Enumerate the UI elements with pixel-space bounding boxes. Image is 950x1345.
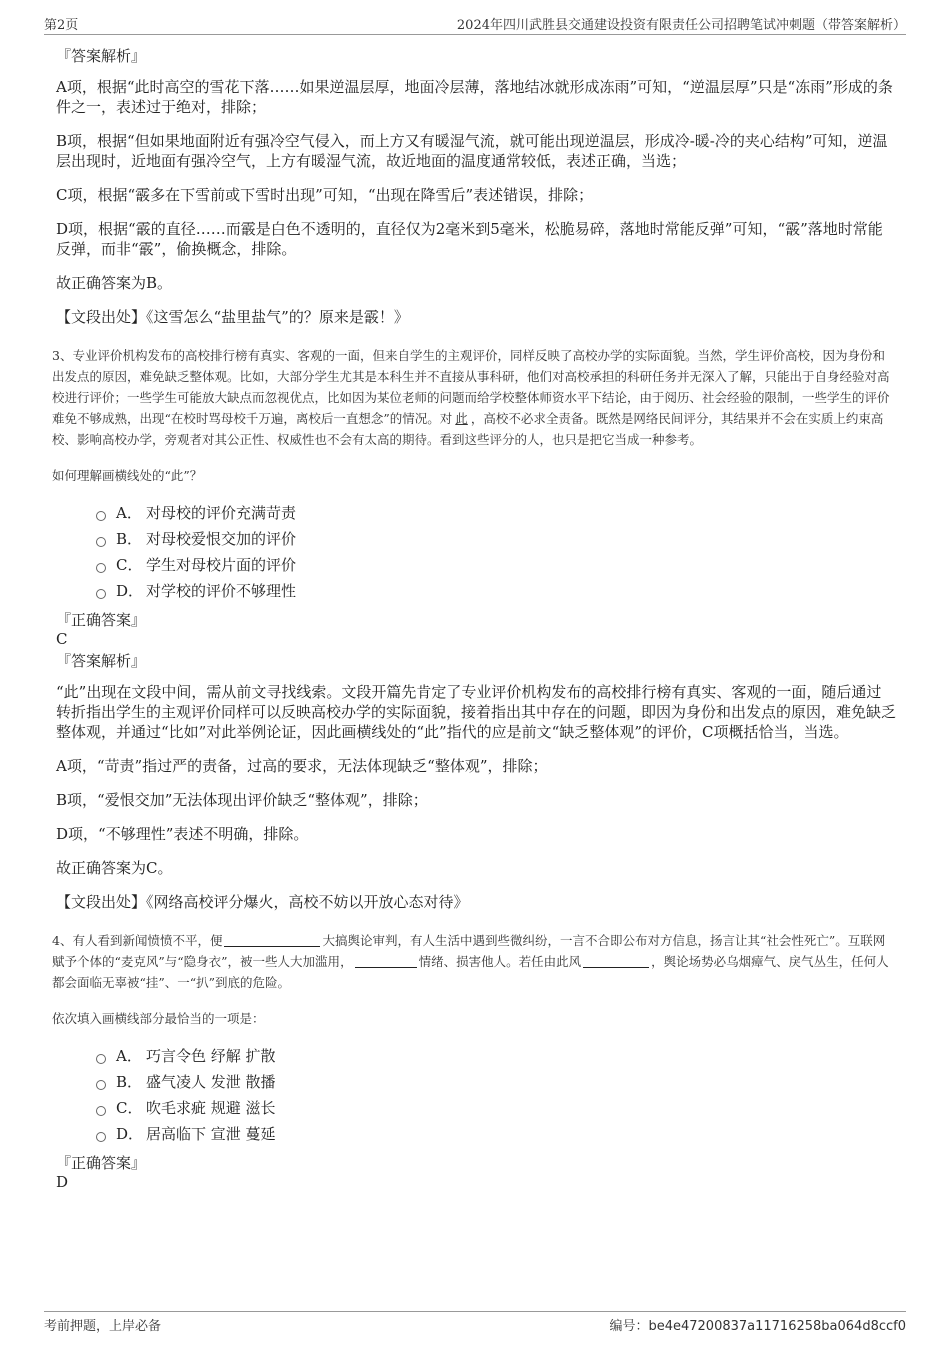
option-text: 居高临下 宣泄 蔓延 — [146, 1125, 276, 1143]
q3-passage-after: ，高校不必求全责备。既然是网络民间评分，其结果并不会在实质上约束高校、影响高校办学，旁观者对其公正性、权威性也不会有太高的期待。看到这些评分的人，也只是把它当成一种参考。 — [52, 411, 884, 447]
option-letter: D． — [116, 582, 144, 600]
q4-blank-2 — [355, 953, 417, 968]
option-letter: B． — [116, 530, 143, 548]
option-letter: C． — [116, 1099, 143, 1117]
page-number: 第2页 — [44, 18, 79, 33]
q4-correct-answer: D — [56, 1173, 69, 1191]
radio-icon[interactable] — [96, 563, 106, 573]
q2-conclusion: 故正确答案为B。 — [56, 274, 173, 292]
q4-passage-2: 大搞舆论审判，有人生活中遇到些微纠纷，一言不合即公布对方信息，扬言让其“社会性死亡”。互联网赋予个体的“麦克风”与“隐身衣”，被一些人大加滥用， — [52, 933, 886, 969]
footer-code-value: be4e47200837a11716258ba064d8ccf0 — [648, 1319, 906, 1334]
q3-passage-before: 3、专业评价机构发布的高校排行榜有真实、客观的一面，但来自学生的主观评价，同样反映了高校办学的实际面貌。当然，学生评价高校，因为身份和出发点的原因，难免缺乏整体观。比如，大部分学生尤其是本科生并不直接从事科研，他们对高校承担的科研任务并无深入了解，只能出于自身经验对高校进行评价；一些学生可能放大缺点而忽视优点，比如因为某位老师的问题而给学校整体师资水平下结论，由于阅历、社会经验的限制，一些学生的评价难免不够成熟，出现“在校时骂母校千万遍，离校后一直想念”的情况。对 — [52, 348, 890, 426]
q4-blank-3 — [583, 953, 649, 968]
q4-option-d[interactable] — [96, 1121, 896, 1147]
q4-passage — [52, 930, 896, 993]
q3-source-title: 《网络高校评分爆火，高校不妨以开放心态对待》 — [146, 893, 469, 911]
radio-icon[interactable] — [96, 537, 106, 547]
q3-options — [96, 500, 896, 604]
option-text: 吹毛求疵 规避 滋长 — [146, 1099, 276, 1117]
option-text: 对母校的评价充满苛责 — [146, 504, 297, 522]
q4-passage-1: 4、有人看到新闻愤愤不平，便 — [52, 933, 223, 948]
option-letter: A． — [116, 504, 142, 522]
page-footer — [44, 1311, 906, 1334]
q3-underlined-word: 此 — [455, 411, 468, 426]
footer-code-label: 编号： — [609, 1319, 649, 1334]
q3-conclusion: 故正确答案为C。 — [56, 859, 173, 877]
q2-analysis-b: B项，根据“但如果地面附近有强冷空气侵入，而上方又有暖湿气流，就可能出现逆温层，形成冷-暖-冷的夹心结构”可知，逆温层出现时，近地面有强冷空气，上方有暖湿气流，故近地面的温度通常较低，表述正确，当选； — [56, 132, 888, 170]
option-letter: A． — [116, 1047, 142, 1065]
q3-option-c[interactable] — [96, 552, 896, 578]
q2-analysis-c: C项，根据“霰多在下雪前或下雪时出现”可知，“出现在降雪后”表述错误，排除； — [56, 186, 594, 204]
option-text: 对母校爱恨交加的评价 — [146, 530, 297, 548]
q3-source — [56, 892, 896, 912]
radio-icon[interactable] — [96, 1054, 106, 1064]
q4-options — [96, 1043, 896, 1147]
q3-analysis-a: A项，“苛责”指过严的责备，过高的要求，无法体现缺乏“整体观”，排除； — [56, 757, 548, 775]
q3-analysis-b: B项，“爱恨交加”无法体现出评价缺乏“整体观”，排除； — [56, 791, 428, 809]
radio-icon[interactable] — [96, 511, 106, 521]
q3-option-d[interactable] — [96, 578, 896, 604]
q2-source-label: 【文段出处】 — [56, 308, 147, 326]
q3-option-a[interactable] — [96, 500, 896, 526]
option-text: 对学校的评价不够理性 — [146, 582, 297, 600]
option-text: 学生对母校片面的评价 — [146, 556, 297, 574]
q3-analysis-label: 『答案解析』 — [56, 652, 147, 670]
option-letter: D． — [116, 1125, 144, 1143]
option-text: 巧言令色 纾解 扩散 — [146, 1047, 276, 1065]
radio-icon[interactable] — [96, 1080, 106, 1090]
main-content — [52, 46, 897, 1192]
q4-prompt: 依次填入画横线部分最恰当的一项是： — [52, 1011, 265, 1026]
q3-correct-label: 『正确答案』 — [56, 611, 147, 629]
q3-option-b[interactable] — [96, 526, 896, 552]
q4-blank-1 — [224, 932, 320, 947]
q3-source-label: 【文段出处】 — [56, 893, 147, 911]
q2-source-title: 《这雪怎么“盐里盐气”的？原来是霰！》 — [146, 308, 409, 326]
q3-analysis-main: “此”出现在文段中间，需从前文寻找线索。文段开篇先肯定了专业评价机构发布的高校排行榜有真实、客观的一面，随后通过转折指出学生的主观评价同样可以反映高校办学的实际面貌，接着指出其中存在的问题，即因为身份和出发点的原因，难免缺乏整体观，并通过“比如”对此举例论证，因此画横线处的“此”指代的应是前文“缺乏整体观”的评价，C项概括恰当，当选。 — [56, 683, 897, 741]
q4-option-b[interactable] — [96, 1069, 896, 1095]
radio-icon[interactable] — [96, 589, 106, 599]
page-header — [44, 12, 906, 35]
q4-option-c[interactable] — [96, 1095, 896, 1121]
option-letter: B． — [116, 1073, 143, 1091]
q3-analysis-d: D项，“不够理性”表述不明确，排除。 — [56, 825, 309, 843]
radio-icon[interactable] — [96, 1106, 106, 1116]
q2-analysis-a: A项，根据“此时高空的雪花下落……如果逆温层厚，地面冷层薄，落地结冰就形成冻雨”可知，“逆温层厚”只是“冻雨”形成的条件之一，表述过于绝对，排除； — [56, 78, 893, 116]
footer-code — [609, 1315, 906, 1334]
q2-analysis-d: D项，根据“霰的直径……而霰是白色不透明的，直径仅为2毫米到5毫米，松脆易碎，落地时常能反弹”可知，“霰”落地时常能反弹，而非“霰”，偷换概念，排除。 — [56, 220, 883, 258]
q4-passage-4: ，舆论场势必乌烟瘴气、戾气丛生，任何人都会面临无辜被“挂”、一“扒”到底的危险。 — [52, 954, 889, 990]
radio-icon[interactable] — [96, 1132, 106, 1142]
option-letter: C． — [116, 556, 143, 574]
q4-correct-label: 『正确答案』 — [56, 1154, 147, 1172]
footer-slogan: 考前押题，上岸必备 — [44, 1319, 162, 1334]
q3-correct-answer: C — [56, 630, 68, 648]
document-title: 2024年四川武胜县交通建设投资有限责任公司招聘笔试冲刺题（带答案解析） — [456, 18, 906, 33]
q4-passage-3: 情绪、损害他人。若任由此风 — [418, 954, 582, 969]
q2-analysis-label: 『答案解析』 — [56, 47, 147, 65]
q3-prompt: 如何理解画横线处的“此”？ — [52, 468, 203, 483]
option-text: 盛气凌人 发泄 散播 — [146, 1073, 276, 1091]
q4-option-a[interactable] — [96, 1043, 896, 1069]
q3-passage — [52, 345, 896, 450]
q2-source — [56, 307, 896, 327]
